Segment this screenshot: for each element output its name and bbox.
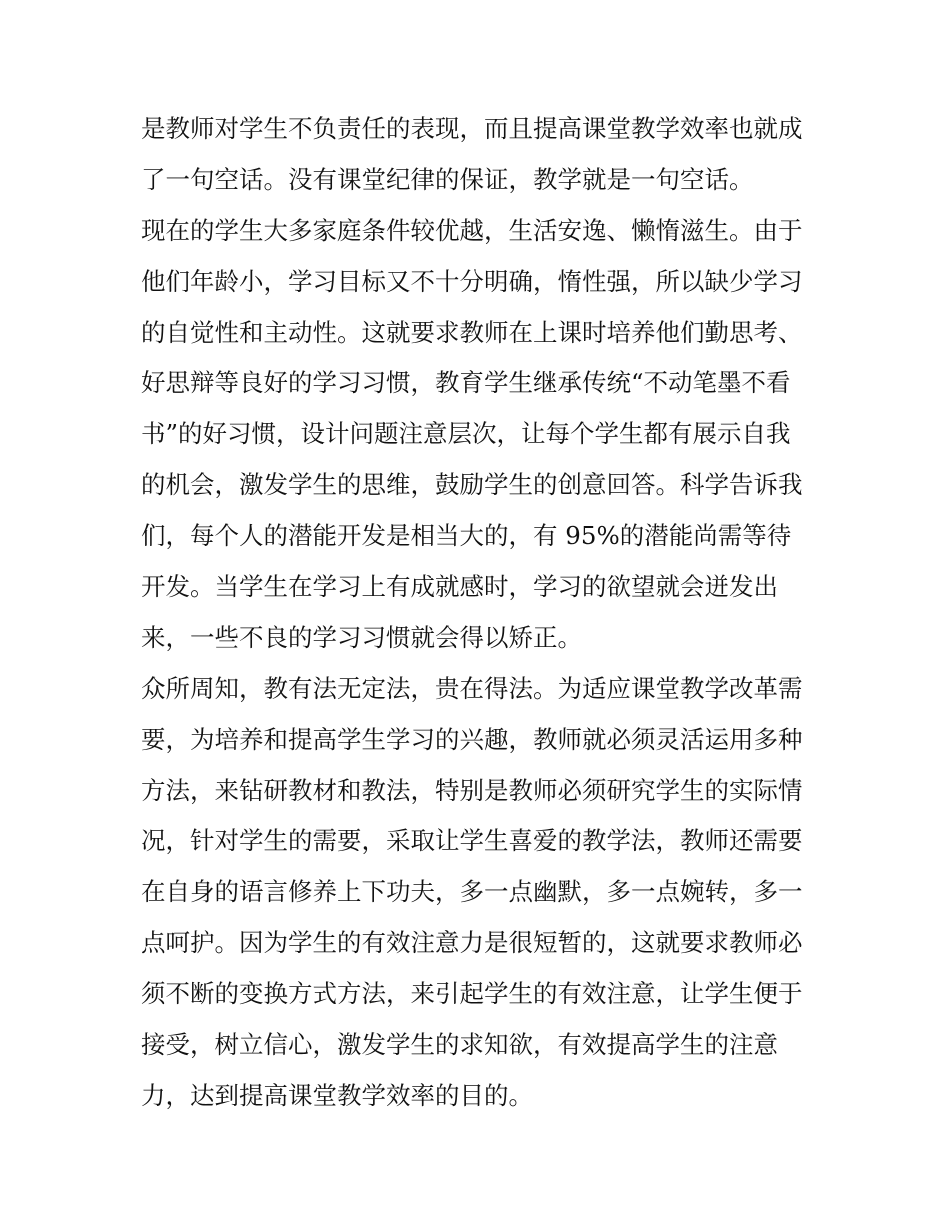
text-line: 须不断的变换方式方法，来引起学生的有效注意，让学生便于	[141, 979, 803, 1009]
text-line: 众所周知，教有法无定法，贵在得法。为适应课堂教学改革需	[141, 673, 803, 703]
text-line: 书”的好习惯，设计问题注意层次，让每个学生都有展示自我	[141, 419, 791, 449]
text-line: 的自觉性和主动性。这就要求教师在上课时培养他们勤思考、	[141, 317, 803, 347]
text-line: 现在的学生大多家庭条件较优越，生活安逸、懒惰滋生。由于	[141, 215, 803, 245]
text-line: 的机会，激发学生的思维，鼓励学生的创意回答。科学告诉我	[141, 470, 803, 500]
text-line: 来，一些不良的学习习惯就会得以矫正。	[141, 622, 582, 652]
text-line: 开发。当学生在学习上有成就感时，学习的欲望就会迸发出	[141, 572, 778, 602]
text-line: 们，每个人的潜能开发是相当大的，有 95%的潜能尚需等待	[141, 521, 792, 551]
text-line: 是教师对学生不负责任的表现，而且提高课堂教学效率也就成	[141, 114, 803, 143]
text-line: 他们年龄小，学习目标又不十分明确，惰性强，所以缺少学习	[141, 266, 803, 296]
text-line: 力，达到提高课堂教学效率的目的。	[141, 1080, 533, 1110]
text-line: 好思辩等良好的学习习惯，教育学生继承传统“不动笔墨不看	[141, 368, 791, 398]
text-line: 在自身的语言修养上下功夫，多一点幽默，多一点婉转，多一	[141, 877, 803, 907]
text-line: 点呵护。因为学生的有效注意力是很短暂的，这就要求教师必	[141, 928, 803, 958]
text-line: 了一句空话。没有课堂纪律的保证，教学就是一句空话。	[141, 164, 754, 194]
text-line: 接受，树立信心，激发学生的求知欲，有效提高学生的注意	[141, 1030, 778, 1060]
text-line: 方法，来钻研教材和教法，特别是教师必须研究学生的实际情	[141, 775, 803, 805]
text-line: 要，为培养和提高学生学习的兴趣，教师就必须灵活运用多种	[141, 724, 803, 754]
text-line: 况，针对学生的需要，采取让学生喜爱的教学法，教师还需要	[141, 826, 803, 856]
body-text	[141, 104, 816, 1122]
